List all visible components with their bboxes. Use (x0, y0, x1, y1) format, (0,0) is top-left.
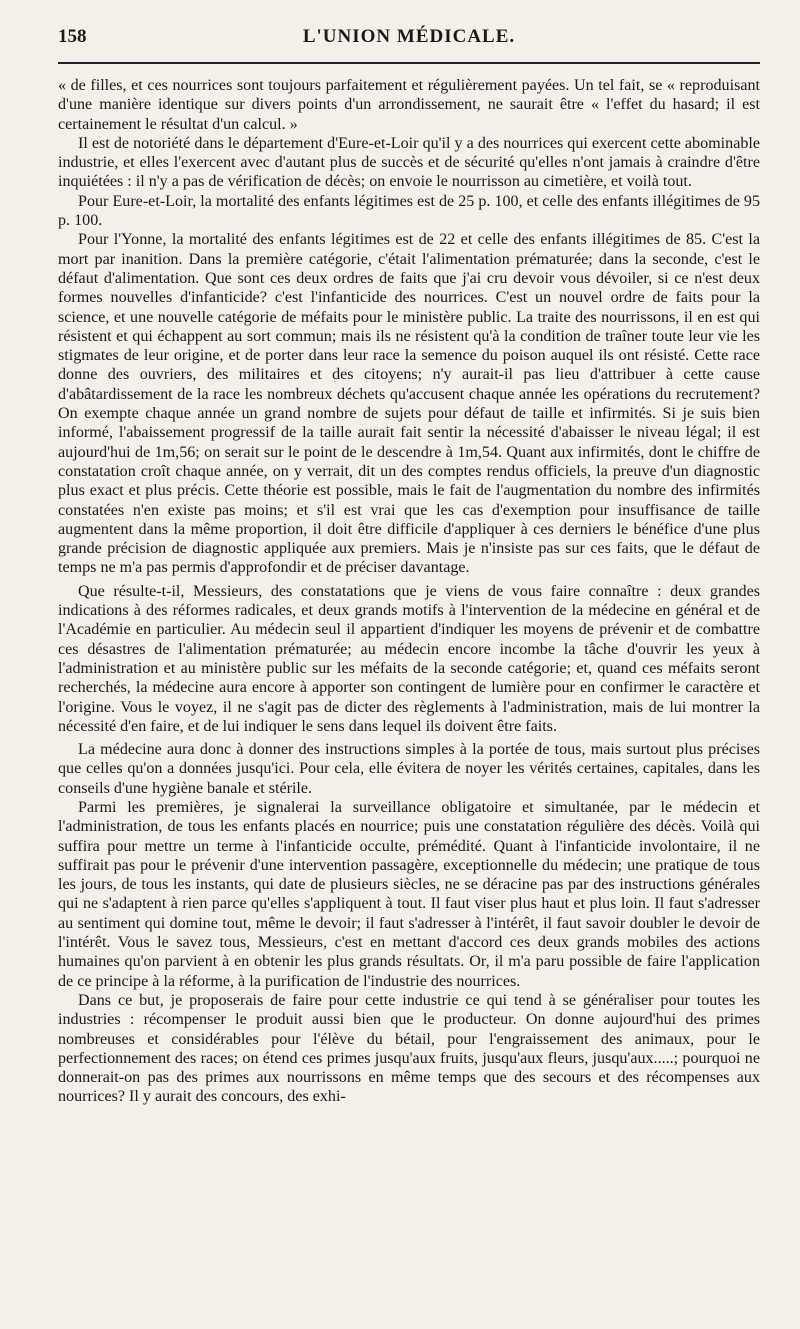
paragraph-eure-et-loir-industry: Il est de notoriété dans le département d'Eure-et-Loir qu'il y a des nourrices qui exercent cette abominable industrie, et elles l'exercent avec d'autant plus de succès et de sécurité qu'elles n'ont jamais à craindre d'être inquiétées : il n'y a pas de vérification de décès; on envoie le nourrisson au cimetière, et voilà tout. (58, 134, 760, 191)
paragraph-eure-et-loir-mortality: Pour Eure-et-Loir, la mortalité des enfants légitimes est de 25 p. 100, et celle des enfants illégitimes de 95 p. 100. (58, 192, 760, 230)
header-rule (58, 62, 760, 64)
paragraph-yonne-mortality: Pour l'Yonne, la mortalité des enfants légitimes est de 22 et celle des enfants illégitimes de 85. C'est la mort par inanition. Dans la première catégorie, c'était l'alimentation prématurée; dans la seconde, c'est le défaut d'alimentation. Que sont ces deux ordres de faits que j'ai cru devoir vous dévoiler, si ce n'est deux formes nouvelles d'infanticide? c'est l'infanticide des nourrices. C'est un nouvel ordre de faits pour la science, et une nouvelle catégorie de méfaits pour le ministère public. La traite des nourrissons, il en est qui résistent et qui échappent au sort commun; mais ils ne résistent qu'à la condition de traîner toute leur vie les stigmates de leur origine, et de porter dans leur race la semence du poison auquel ils ont résisté. Cette race donne des ouvriers, des militaires et des citoyens; n'y aurait-il pas lieu d'attribuer à cette cause d'abâtardissement de la race les nombreux déchets qu'accusent chaque année les opérations du recrutement? On exempte chaque année un grand nombre de sujets pour défaut de taille et infirmités. Si je suis bien informé, l'abaissement progressif de la taille aurait fait sentir la nécessité d'abaisser le niveau légal; il est aujourd'hui de 1m,56; on serait sur le point de le descendre à 1m,54. Quant aux infirmités, dont le chiffre de constatation croît chaque année, on y verrait, dit un des comptes rendus officiels, la preuve d'un diagnostic plus exact et plus précis. Cette théorie est possible, mais le fait de l'augmentation du nombre des infirmités constatées n'en existe pas moins; et s'il est vrai que les cas d'exemption pour insuffisance de taille augmentent dans la même proportion, il doit être difficile d'appliquer à ces derniers le bénéfice d'une plus grande précision de diagnostic appliquée aux premiers. Mais je n'insiste pas sur ces faits, que le défaut de temps ne m'a pas permis d'approfondir et de préciser davantage. (58, 231, 760, 577)
paragraph-conclusions: Que résulte-t-il, Messieurs, des constatations que je viens de vous faire connaître : deux grandes indications à des réformes radicales, et deux grands motifs à l'intervention de la médecine en général et de l'Académie en particulier. Au médecin seul il appartient d'indiquer les moyens de prévenir et de combattre ces désastres de l'alimentation prématurée; au médecin encore incombe la tâche d'ouvrir les yeux à l'administration et au ministère public sur les méfaits de la seconde catégorie; et, quand ces méfaits seront recherchés, la médecine aura encore à apporter son contingent de lumière pour en confirmer le caractère et l'origine. Vous le voyez, il ne s'agit pas de dicter des règlements à l'administration, mais de lui montrer la nécessité d'en faire, et de lui indiquer le sens dans lequel ils doivent être faits. (58, 582, 760, 735)
paragraph-quote-end: « de filles, et ces nourrices sont toujours parfaitement et régulièrement payées. Un tel fait, se « reproduisant d'une manière identique sur divers points d'un arrondissement, ne saurait être « l'effet du hasard; il est certainement le résultat d'un calcul. » (58, 77, 760, 133)
running-title: L'UNION MÉDICALE. (302, 26, 516, 47)
paragraph-instructions: La médecine aura donc à donner des instructions simples à la portée de tous, mais surtout plus précises que celles qu'on a données jusqu'ici. Pour cela, elle évitera de noyer les vérités certaines, capitales, dans les conseils d'une hygiène banale et stérile. (58, 741, 760, 797)
body-text (58, 76, 760, 1107)
paragraph-surveillance: Parmi les premières, je signalerai la surveillance obligatoire et simultanée, par le médecin et l'administration, de tous les enfants placés en nourrice; puis une constatation régulière des décès. Voilà qui suffira pour mettre un terme à l'infanticide occulte, prémédité. Quant à l'infanticide involontaire, il ne suffirait pas pour le prévenir d'une intervention passagère, exceptionnelle du médecin; une pratique de tous les jours, de tous les instants, qui date de plusieurs siècles, ne se déracine pas par des instructions générales qui ne s'adaptent à rien parce qu'elles s'appliquent à tout. Il faut viser plus haut et plus loin. Il faut s'adresser au sentiment qui domine tout, même le devoir; il faut s'adresser à l'intérêt, il faut savoir doubler le devoir de l'intérêt. Vous le savez tous, Messieurs, c'est en mettant d'accord ces deux grands mobiles des actions humaines qu'on parvient à en obtenir les plus grands résultats. Or, il m'a paru possible de faire l'application de ce principe à la réforme, à la purification de l'industrie des nourrices. (58, 798, 760, 990)
page-header (58, 26, 760, 60)
page-number: 158 (58, 26, 87, 47)
paragraph-primes: Dans ce but, je proposerais de faire pour cette industrie ce qui tend à se généraliser pour toutes les industries : récompenser le produit aussi bien que le producteur. On donne aujourd'hui des primes nombreuses et considérables pour l'élève du bétail, pour l'engraissement des animaux, pour le perfectionnement des races; on étend ces primes jusqu'aux fruits, jusqu'aux fleurs, jusqu'aux.....; pourquoi ne donnerait-on pas des primes aux nourrissons en même temps que des secours et des récompenses aux nourrices? Il y aurait des concours, des exhi- (58, 991, 760, 1106)
